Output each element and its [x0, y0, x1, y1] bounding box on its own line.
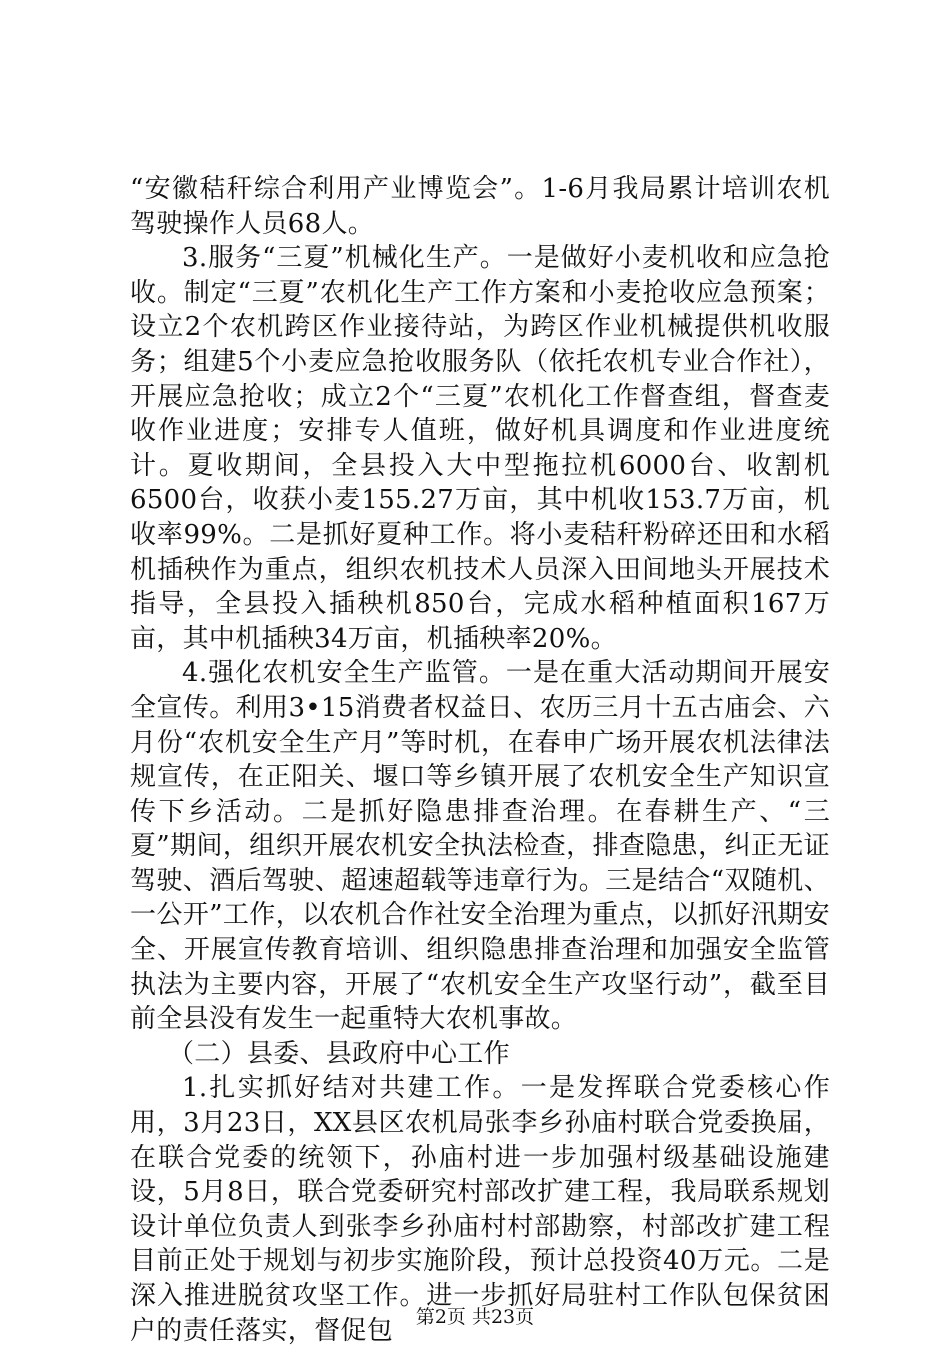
paragraph-item-1: 1.扎实抓好结对共建工作。一是发挥联合党委核心作用，3月23日，XX县区农机局张李乡孙庙村联合党委换届，在联合党委的统领下，孙庙村进一步加强村级基础设施建设，5月8日，联合党委研究村部改扩建工程，我局联系规划设计单位负责人到张李乡孙庙村村部勘察，村部改扩建工程目前正处于规划与初步实施阶段，预计总投资40万元。二是深入推进脱贫攻坚工作。进一步抓好局驻村工作队包保贫困户的责任落实，督促包: [130, 1073, 830, 1346]
paragraph-continuation: “安徽秸秆综合利用产业博览会”。1-6月我局累计培训农机驾驶操作人员68人。: [130, 174, 830, 239]
document-body: [130, 172, 830, 1348]
page-footer: 第2页 共23页: [415, 1306, 535, 1328]
section-heading: （二）县委、县政府中心工作: [168, 1038, 510, 1069]
paragraph-item-4: 4.强化农机安全生产监管。一是在重大活动期间开展安全宣传。利用3•15消费者权益日、农历三月十五古庙会、六月份“农机安全生产月”等时机，在春申广场开展农机法律法规宣传，在正阳关、堰口等乡镇开展了农机安全生产知识宣传下乡活动。二是抓好隐患排查治理。在春耕生产、“三夏”期间，组织开展农机安全执法检查，排查隐患，纠正无证驾驶、酒后驾驶、超速超载等违章行为。三是结合“双随机、一公开”工作，以农机合作社安全治理为重点，以抓好汛期安全、开展宣传教育培训、组织隐患排查治理和加强安全监管执法为主要内容，开展了“农机安全生产攻坚行动”，截至目前全县没有发生一起重特大农机事故。: [130, 658, 830, 1035]
paragraph-item-3: 3.服务“三夏”机械化生产。一是做好小麦机收和应急抢收。制定“三夏”农机化生产工作方案和小麦抢收应急预案；设立2个农机跨区作业接待站，为跨区作业机械提供机收服务；组建5个小麦应急抢收服务队（依托农机专业合作社），开展应急抢收；成立2个“三夏”农机化工作督查组，督查麦收作业进度；安排专人值班，做好机具调度和作业进度统计。夏收期间，全县投入大中型拖拉机6000台、收割机6500台，收获小麦155.27万亩，其中机收153.7万亩，机收率99%。二是抓好夏种工作。将小麦秸秆粉碎还田和水稻机插秧作为重点，组织农机技术人员深入田间地头开展技术指导，全县投入插秧机850台，完成水稻种植面积167万亩，其中机插秧34万亩，机插秧率20%。: [130, 243, 830, 654]
